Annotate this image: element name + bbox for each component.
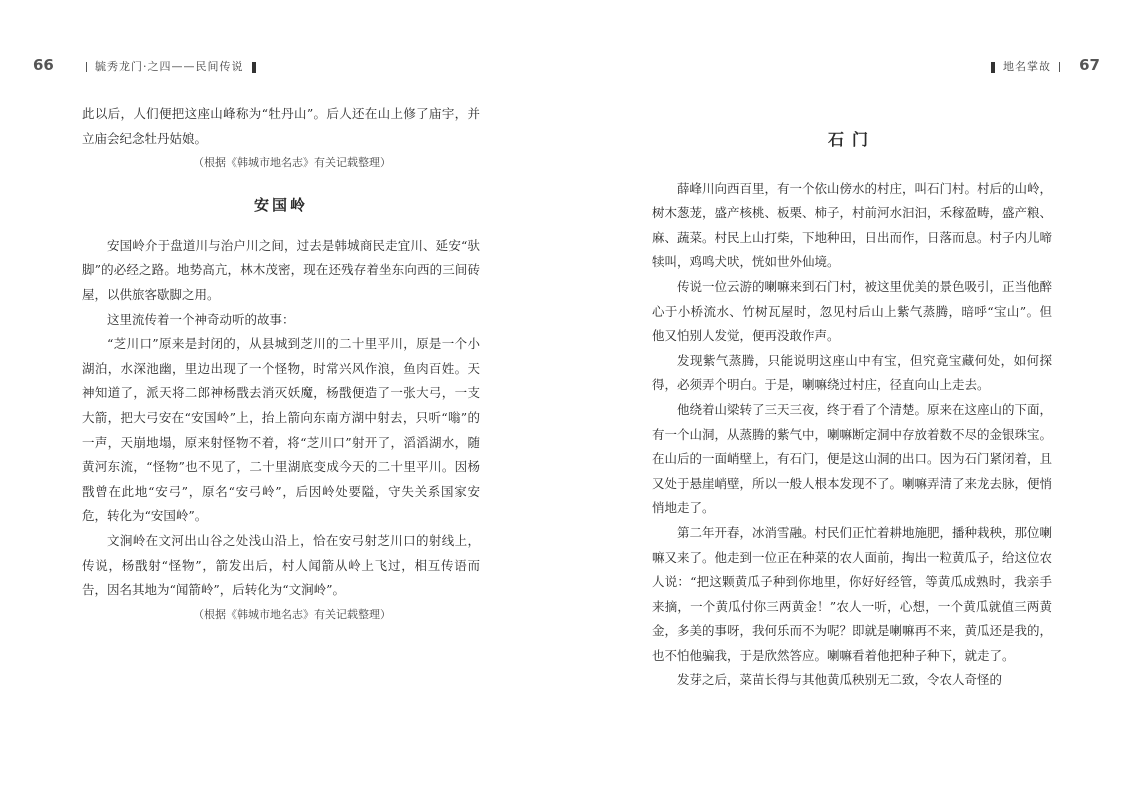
paragraph: 安国岭介于盘道川与治户川之间，过去是韩城商民走宜川、延安“驮脚”的必经之路。地势高亢，林木茂密，现在还残存着坐东向西的三间砖屋，以供旅客歇脚之用。 — [82, 237, 480, 302]
right-page — [566, 0, 1133, 799]
paragraph: 文涧岭在文河出山谷之处浅山沿上，恰在安弓射芝川口的射线上，传说，杨戬射“怪物”，箭发出后，村人闻箭从岭上飞过，相互传语而告，因名其地为“闻箭岭”，后转化为“文涧岭”。 — [82, 532, 480, 598]
divider-block — [252, 62, 256, 73]
paragraph: 发芽之后，菜苗长得与其他黄瓜秧别无二致，令农人奇怪的 — [677, 672, 1003, 688]
paragraph: “芝川口”原来是封闭的，从县城到芝川的二十里平川，原是一个小湖泊，水深池幽，里边出现了一个怪物，时常兴风作浪，鱼肉百姓。天神知道了，派天将二郎神杨戬去消灭妖魔，杨戬便造了一张大弓，一支大箭，把大弓安在“安国岭”上，抬上箭向东南方湖中射去，只听“嗡”的一声，天崩地塌，原来射怪物不着，将“芝川口”射开了，滔滔湖水，随黄河东流，“怪物”也不见了，二十里湖底变成今天的二十里平川。因杨戬曾在此地“安弓”，原名“安弓岭”，后因岭处要隘，守失关系国家安危，转化为“安国岭”。 — [82, 336, 480, 524]
section-title: 石门 — [827, 130, 876, 149]
running-head — [983, 58, 1068, 74]
running-head-text: 地名掌故 — [1003, 60, 1051, 73]
divider-block — [991, 62, 995, 73]
intro-paragraph: 此以后，人们便把这座山峰称为“牡丹山”。后人还在山上修了庙宇，并立庙会纪念牡丹姑娘。 — [82, 106, 480, 146]
source-note: （根据《韩城市地名志》有关记载整理） — [193, 607, 391, 621]
paragraph: 第二年开春，冰消雪融。村民们正忙着耕地施肥，播种栽秧，那位喇嘛又来了。他走到一位正在种菜的农人面前，掏出一粒黄瓜子，给这位农人说：“把这颗黄瓜子种到你地里，你好好经管，等黄瓜成熟时，我亲手来摘，一个黄瓜付你三两黄金！”农人一听，心想，一个黄瓜就值三两黄金，多美的事呀，我何乐而不为呢？即就是喇嘛再不来，黄瓜还是我的，也不怕他骗我，于是欣然答应。喇嘛看着他把种子种下，就走了。 — [652, 524, 1053, 663]
paragraph: 薛峰川向西百里，有一个依山傍水的村庄，叫石门村。村后的山岭，树木葱茏，盛产核桃、板栗、柿子，村前河水汩汩，禾稼盈畴，盛产粮、麻、蔬菜。村民上山打柴，下地种田，日出而作，日落而息。村子内儿啼犊叫，鸡鸣犬吠，恍如世外仙境。 — [652, 180, 1053, 270]
paragraph: 发现紫气蒸腾，只能说明这座山中有宝，但究竟宝藏何处，如何探得，必须弄个明白。于是，喇嘛绕过村庄，径直向山上走去。 — [652, 352, 1052, 393]
paragraph: 传说一位云游的喇嘛来到石门村，被这里优美的景色吸引，正当他醉心于小桥流水、竹树瓦屋时，忽见村后山上紫气蒸腾，暗呼“宝山”。但他又怕别人发觉，便再没敢作声。 — [652, 278, 1053, 344]
page-number: 67 — [1079, 56, 1100, 74]
running-head-text: 毓秀龙门·之四——民间传说 — [95, 60, 244, 73]
section-title: 安国岭 — [253, 196, 308, 215]
left-body — [82, 102, 480, 627]
paragraph: 他绕着山梁转了三天三夜，终于看了个清楚。原来在这座山的下面，有一个山洞，从蒸腾的紫气中，喇嘛断定洞中存放着数不尽的金银珠宝。在山后的一面峭壁上，有石门，便是这山洞的出口。因为石门紧闭着，且又处于悬崖峭壁，所以一般人根本发现不了。喇嘛弄清了来龙去脉，便悄悄地走了。 — [652, 401, 1053, 516]
page-number: 66 — [33, 56, 54, 74]
divider — [86, 62, 87, 72]
running-head — [78, 58, 264, 74]
left-page — [0, 0, 566, 799]
divider — [1059, 62, 1060, 72]
paragraph: 这里流传着一个神奇动听的故事： — [107, 311, 295, 327]
source-note: （根据《韩城市地名志》有关记载整理） — [193, 156, 391, 170]
right-body — [652, 128, 1052, 693]
